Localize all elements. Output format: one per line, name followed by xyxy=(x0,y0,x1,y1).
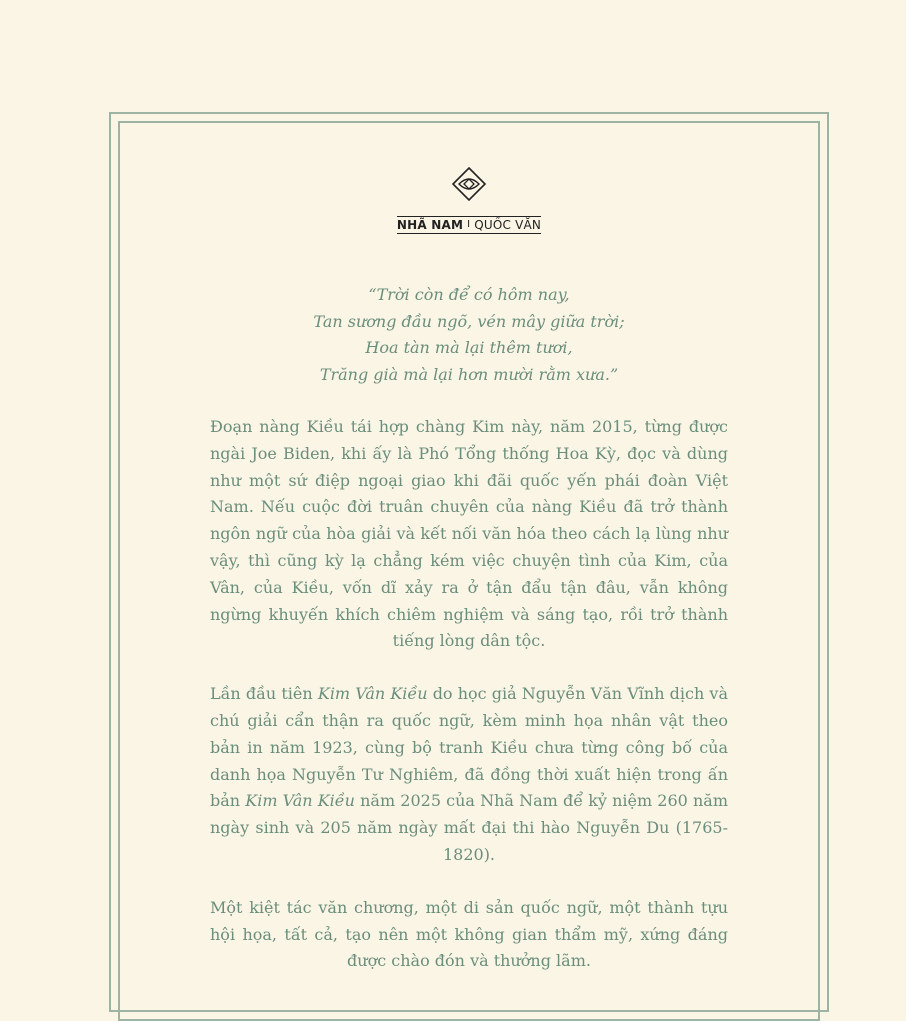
diamond-ornament-icon xyxy=(451,166,487,202)
page-content xyxy=(210,160,728,991)
book-title: Kim Vân Kiều xyxy=(317,684,428,704)
paragraph-closing: Một kiệt tác văn chương, một di sản quốc ngữ, một thành tựu hội họa, tất cả, tạo nên một không gian thẩm mỹ, xứng đáng được chào đón và thưởng lãm. xyxy=(210,897,728,971)
paragraph-edition xyxy=(210,681,728,869)
paragraph-text: Lần đầu tiên xyxy=(210,684,318,704)
poem-quote xyxy=(210,282,728,388)
paragraph-text: năm 2025 của Nhã Nam để kỷ niệm 260 năm ngày sinh và 205 năm ngày mất đại thi hào Nguyễn Du (1765-1820). xyxy=(210,791,729,864)
poem-line: Trăng già mà lại hơn mười rằm xưa.” xyxy=(319,364,619,384)
paragraph-text: do học giả Nguyễn Văn Vĩnh dịch và chú giải cẩn thận ra quốc ngữ, kèm minh họa nhân vật theo bản in năm 1923, cùng bộ tranh Kiều chưa từng công bố của danh họa Nguyễn Tư Nghiêm, đã đồng thời xuất hiện trong ấn bản xyxy=(210,684,729,811)
paragraph-biden: Đoạn nàng Kiều tái hợp chàng Kim này, năm 2015, từng được ngài Joe Biden, khi ấy là Phó Tổng thống Hoa Kỳ, đọc và dùng như một sứ điệp ngoại giao khi đãi quốc yến phái đoàn Việt Nam. Nếu cuộc đời truân chuyên của nàng Kiều đã trở thành ngôn ngữ của hòa giải và kết nối văn hóa theo cách lạ lùng như vậy, thì cũng kỳ lạ chẳng kém việc chuyện tình của Kim, của Vân, của Kiều, vốn dĩ xảy ra ở tận đẩu tận đâu, vẫn không ngừng khuyến khích chiêm nghiệm và sáng tạo, rồi trở thành tiếng lòng dân tộc. xyxy=(210,417,728,651)
brand-name: NHÃ NAM xyxy=(396,218,464,232)
poem-line: “Trời còn để có hôm nay, xyxy=(368,285,570,304)
poem-line: Tan sương đầu ngõ, vén mây giữa trời; xyxy=(313,311,625,331)
poem-line: Hoa tàn mà lại thêm tươi, xyxy=(365,338,573,357)
brand-separator: I xyxy=(467,219,471,230)
publisher-logo xyxy=(210,160,728,234)
brand-series: QUỐC VĂN xyxy=(474,218,542,232)
brand-wordmark xyxy=(397,216,541,234)
book-title: Kim Vân Kiều xyxy=(245,791,355,811)
